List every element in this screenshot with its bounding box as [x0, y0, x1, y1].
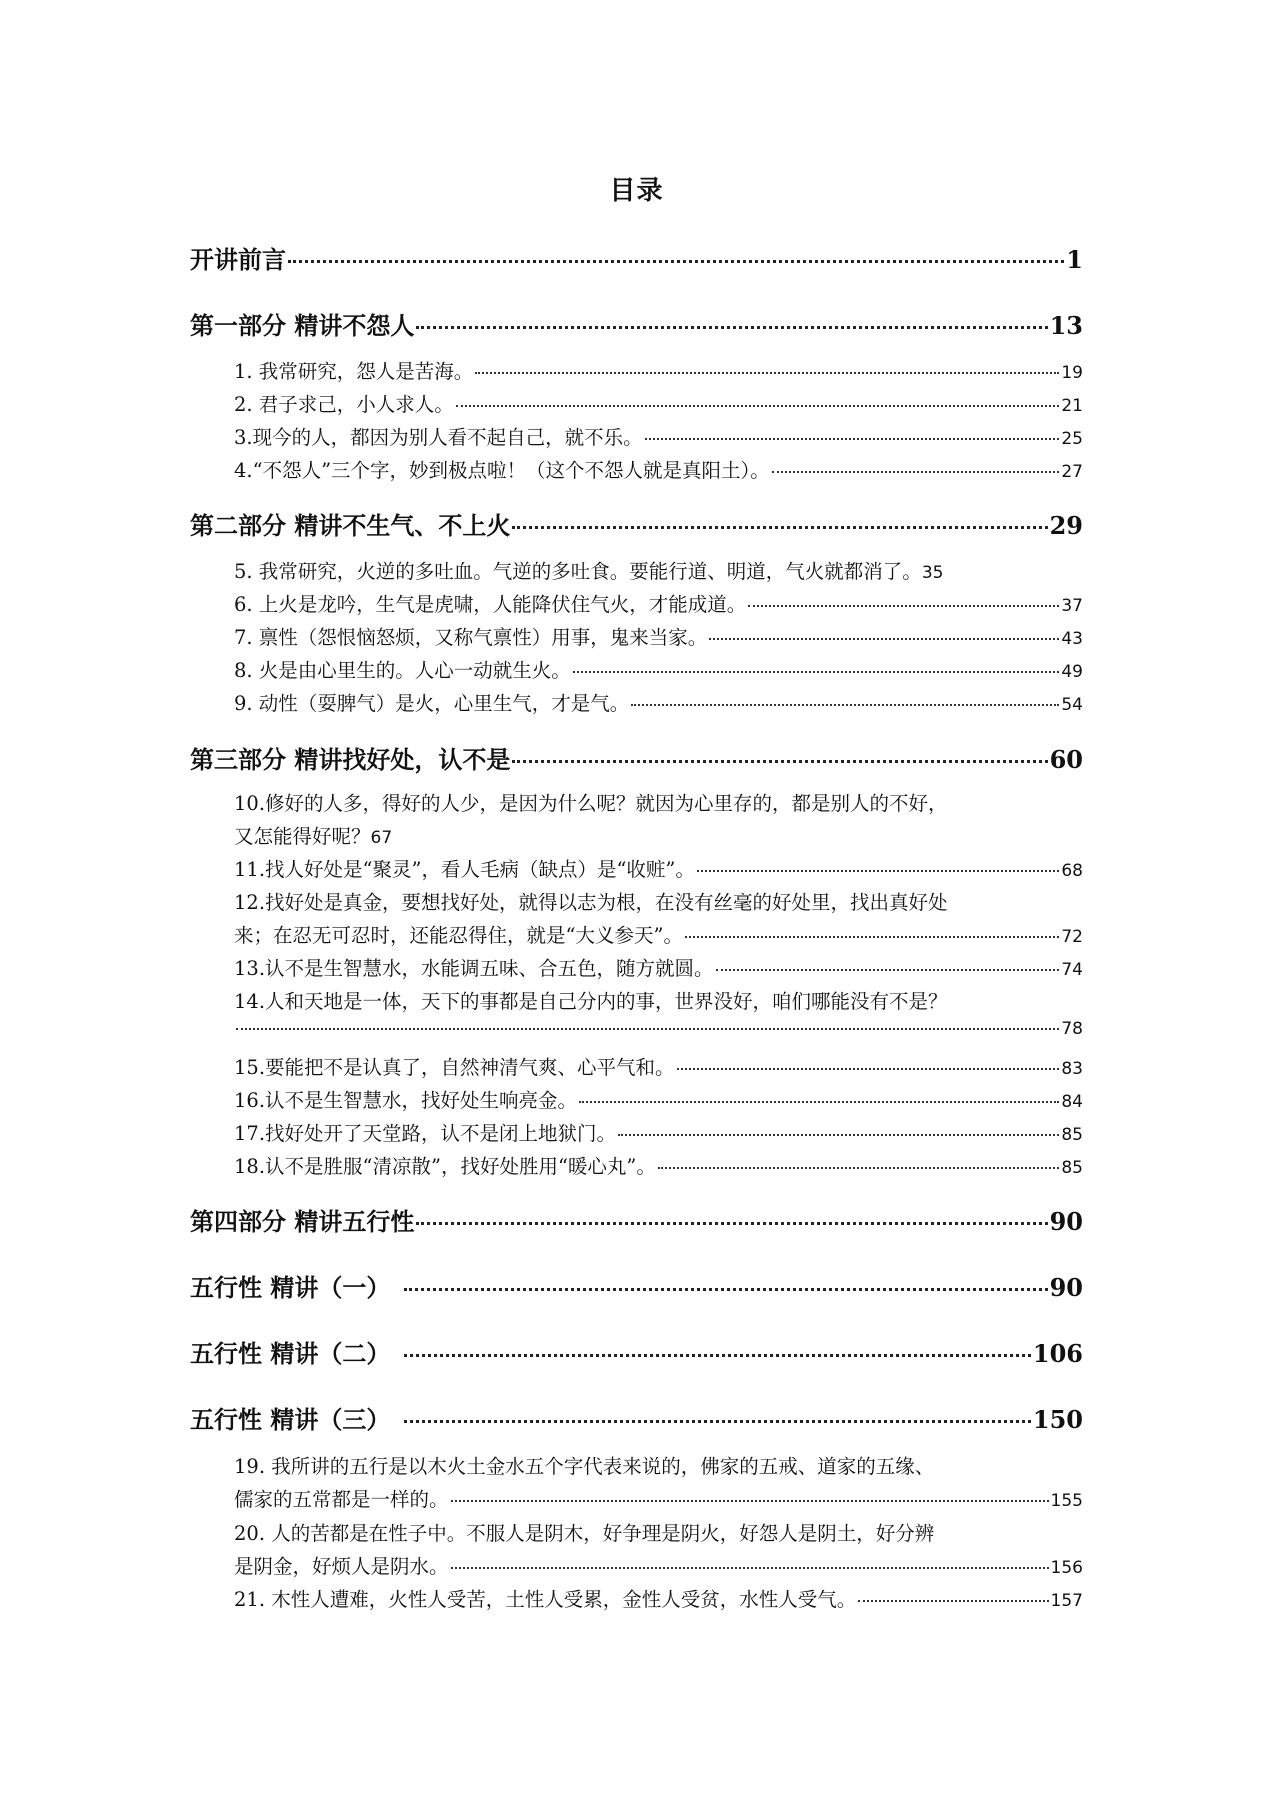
dot-leader	[709, 638, 1059, 640]
toc-page-number: 67	[370, 828, 393, 848]
toc-item-9[interactable]	[234, 688, 1083, 716]
toc-item-20[interactable]	[234, 1551, 1083, 1579]
toc-item-13[interactable]	[234, 953, 1083, 981]
toc-item-18[interactable]	[234, 1151, 1083, 1179]
dot-leader	[512, 526, 1047, 529]
toc-entry-title: 五行性 精讲（三）	[190, 1405, 391, 1434]
toc-item-3[interactable]	[234, 422, 1083, 450]
toc-item-4[interactable]	[234, 455, 1083, 483]
dot-leader	[404, 1354, 1031, 1357]
dot-leader	[573, 671, 1060, 673]
toc-entry-title: 第四部分 精讲五行性	[190, 1207, 415, 1236]
dot-leader	[658, 1167, 1059, 1169]
toc-page-number: 35	[921, 563, 944, 583]
toc-page-number: 49	[1061, 662, 1083, 682]
toc-page-number: 37	[1061, 596, 1083, 616]
toc-entry-title: 5. 我常研究，火逆的多吐血。气逆的多吐食。要能行道、明道，气火就都消了。	[234, 560, 922, 583]
toc-part-preface[interactable]	[190, 240, 1083, 275]
dot-leader	[631, 704, 1059, 706]
toc-entry-title: 第一部分 精讲不怨人	[190, 311, 415, 340]
dot-leader	[618, 1134, 1059, 1136]
toc-item-16[interactable]	[234, 1085, 1083, 1113]
toc-page-number: 90	[1049, 1207, 1083, 1236]
toc-entry-title: 第三部分 精讲找好处，认不是	[190, 745, 511, 774]
toc-part-3[interactable]	[190, 740, 1083, 775]
toc-part-1[interactable]	[190, 306, 1083, 341]
toc-page-number: 13	[1049, 311, 1083, 340]
toc-item-12[interactable]	[234, 920, 1083, 948]
toc-item-7[interactable]	[234, 622, 1083, 650]
toc-page-number: 72	[1061, 927, 1083, 947]
toc-item-19[interactable]	[234, 1484, 1083, 1512]
toc-item-20-line1: 20. 人的苦都是在性子中。不服人是阴木，好争理是阴火，好怨人是阴土，好分辨	[234, 1522, 935, 1545]
toc-entry-title: 9. 动性（耍脾气）是火，心里生气，才是气。	[234, 692, 630, 715]
toc-entry-title: 17.找好处开了天堂路，认不是闭上地狱门。	[234, 1122, 617, 1145]
toc-item-14-line1: 14.人和天地是一体，天下的事都是自己分内的事，世界没好，咱们哪能没有不是？	[234, 990, 948, 1013]
toc-entry-title: 又怎能得好呢？	[234, 825, 371, 848]
toc-page-number: 156	[1050, 1558, 1083, 1578]
toc-item-21[interactable]	[234, 1584, 1083, 1612]
toc-page-number: 83	[1061, 1059, 1083, 1079]
toc-item-15[interactable]	[234, 1052, 1083, 1080]
toc-item-1[interactable]	[234, 356, 1083, 384]
dot-leader	[685, 936, 1059, 938]
toc-entry-title: 7. 禀性（怨恨恼怒烦，又称气禀性）用事，鬼来当家。	[234, 626, 708, 649]
toc-page-number: 60	[1049, 745, 1083, 774]
dot-leader	[697, 870, 1059, 872]
toc-item-19-line1: 19. 我所讲的五行是以木火土金水五个字代表来说的，佛家的五戒、道家的五缘、	[234, 1455, 935, 1478]
dot-leader	[451, 1500, 1049, 1502]
dot-leader	[456, 405, 1060, 407]
dot-leader	[579, 1101, 1059, 1103]
toc-part-4[interactable]	[190, 1202, 1083, 1237]
toc-item-2[interactable]	[234, 389, 1083, 417]
toc-page-number: 74	[1061, 960, 1083, 980]
toc-entry-title: 18.认不是胜服“清凉散”，找好处胜用“暖心丸”。	[234, 1155, 656, 1178]
dot-leader	[404, 1288, 1047, 1291]
toc-page-number: 90	[1049, 1273, 1083, 1302]
toc-item-17[interactable]	[234, 1118, 1083, 1146]
toc-page-number: 150	[1032, 1405, 1083, 1434]
toc-page-number: 21	[1061, 396, 1083, 416]
toc-page-number: 84	[1061, 1092, 1083, 1112]
dot-leader	[748, 605, 1059, 607]
dot-leader	[512, 760, 1047, 763]
toc-item-14[interactable]	[234, 1019, 1083, 1039]
toc-page-number: 1	[1066, 245, 1083, 274]
toc-page-number: 78	[1061, 1019, 1083, 1039]
toc-entry-title: 13.认不是生智慧水，水能调五味、合五色，随方就圆。	[234, 957, 714, 980]
toc-page-number: 27	[1061, 462, 1083, 482]
dot-leader	[451, 1567, 1049, 1569]
toc-entry-title: 五行性 精讲（一）	[190, 1273, 391, 1302]
toc-item-5[interactable]	[234, 556, 1083, 584]
toc-entry-title: 1. 我常研究，怨人是苦海。	[234, 360, 474, 383]
toc-wuxing-2[interactable]	[190, 1334, 1083, 1369]
dot-leader	[416, 1222, 1047, 1225]
page-title: 目录	[609, 176, 664, 206]
toc-page-number: 43	[1061, 629, 1083, 649]
dot-leader	[677, 1068, 1060, 1070]
toc-item-10-line1: 10.修好的人多，得好的人少，是因为什么呢？就因为心里存的，都是别人的不好，	[234, 792, 948, 815]
toc-entry-title: 15.要能把不是认真了，自然神清气爽、心平气和。	[234, 1056, 675, 1079]
toc-wuxing-3[interactable]	[190, 1400, 1083, 1435]
toc-entry-title: 五行性 精讲（二）	[190, 1339, 391, 1368]
toc-entry-title: 第二部分 精讲不生气、不上火	[190, 511, 511, 540]
dot-leader	[416, 326, 1047, 329]
dot-leader	[772, 471, 1060, 473]
dot-leader	[858, 1600, 1048, 1602]
toc-entry-title: 开讲前言	[190, 245, 286, 274]
toc-page-number: 85	[1061, 1125, 1083, 1145]
toc-page-number: 85	[1061, 1158, 1083, 1178]
toc-item-6[interactable]	[234, 589, 1083, 617]
dot-leader	[288, 260, 1064, 263]
dot-leader	[236, 1028, 1059, 1030]
dot-leader	[475, 372, 1059, 374]
toc-entry-title: 4.“不怨人”三个字，妙到极点啦！（这个不怨人就是真阳土）。	[234, 459, 770, 482]
toc-part-2[interactable]	[190, 506, 1083, 541]
toc-item-10[interactable]	[234, 821, 1083, 849]
toc-entry-title: 3.现今的人，都因为别人看不起自己，就不乐。	[234, 426, 643, 449]
toc-entry-title: 2. 君子求己，小人求人。	[234, 393, 454, 416]
toc-entry-title: 是阴金，好烦人是阴水。	[234, 1555, 449, 1578]
toc-page-number: 29	[1049, 511, 1083, 540]
toc-entry-title: 来；在忍无可忍时，还能忍得住，就是“大义参天”。	[234, 924, 683, 947]
dot-leader	[404, 1420, 1031, 1423]
toc-page-number: 54	[1061, 695, 1083, 715]
toc-entry-title: 儒家的五常都是一样的。	[234, 1488, 449, 1511]
toc-page-number: 106	[1032, 1339, 1083, 1368]
toc-page-number: 25	[1061, 429, 1083, 449]
toc-entry-title: 11.找人好处是“聚灵”，看人毛病（缺点）是“收赃”。	[234, 858, 695, 881]
toc-item-11[interactable]	[234, 854, 1083, 882]
toc-item-8[interactable]	[234, 655, 1083, 683]
dot-leader	[645, 438, 1060, 440]
toc-page-number: 68	[1061, 861, 1083, 881]
toc-page-number: 19	[1061, 363, 1083, 383]
toc-wuxing-1[interactable]	[190, 1268, 1083, 1303]
toc-entry-title: 6. 上火是龙吟，生气是虎啸，人能降伏住气火，才能成道。	[234, 593, 747, 616]
dot-leader	[716, 969, 1060, 971]
toc-page-number: 155	[1050, 1491, 1083, 1511]
toc-item-12-line1: 12.找好处是真金，要想找好处，就得以志为根，在没有丝毫的好处里，找出真好处	[234, 891, 948, 914]
toc-page-number: 157	[1050, 1591, 1083, 1611]
toc-entry-title: 8. 火是由心里生的。人心一动就生火。	[234, 659, 571, 682]
toc-entry-title: 16.认不是生智慧水，找好处生响亮金。	[234, 1089, 578, 1112]
toc-entry-title: 21. 木性人遭难，火性人受苦，土性人受累，金性人受贫，水性人受气。	[234, 1588, 857, 1611]
